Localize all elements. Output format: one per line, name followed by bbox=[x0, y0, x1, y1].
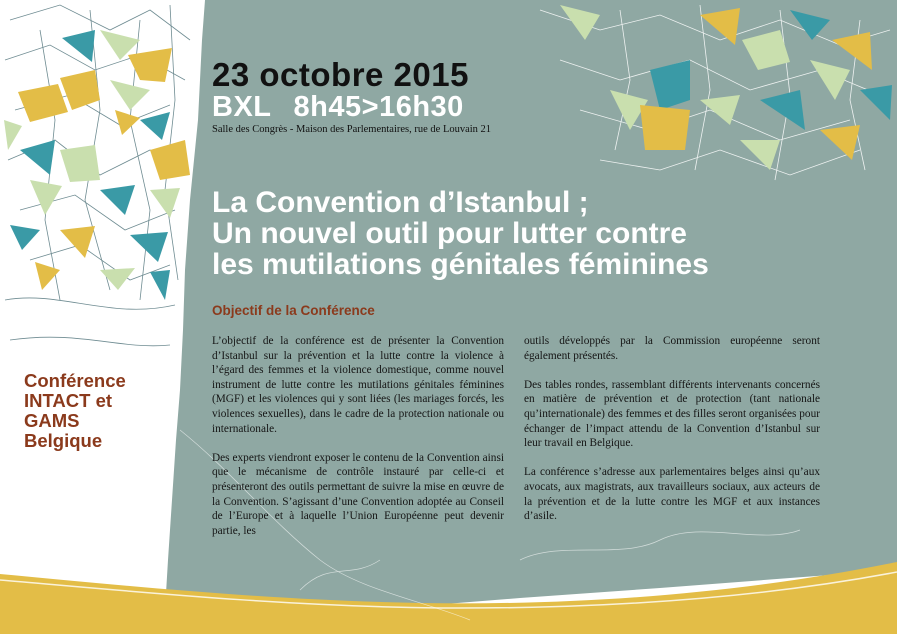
body-paragraph: L’objectif de la conférence est de présenter la Convention d’Istanbul sur la prévention et la lutte contre la violence à l’égard des femmes et la violence domestique, comme nouvel instrument de lutte contre les mutilations génitales féminines (MGF) et les violences qui y sont liées (les mariages forcés, les violences sexuelles), dans le cadre de la protection nationale ou internationale. bbox=[212, 335, 504, 435]
organizers-label bbox=[24, 371, 126, 451]
body-column-left bbox=[212, 334, 504, 553]
body-paragraph: Des experts viendront exposer le contenu de la Convention ainsi que le mécanisme de contrôle instauré par celle-ci et présenteront des outils permettant de suivre la mise en œuvre de la Convention. S’agissant d’une Convention adoptée au Conseil de l’Europe et à laquelle l’Union Européenne peut devenir partie, les bbox=[212, 451, 504, 537]
organizers-line-3: GAMS bbox=[24, 410, 80, 431]
body-paragraph: La conférence s’adresse aux parlementaires belges ainsi qu’aux avocats, aux magistrats, aux travailleurs sociaux, aux acteurs de la prévention et de la lutte contre les MGF et aux instances d’asile. bbox=[524, 466, 820, 523]
conference-title bbox=[212, 187, 709, 280]
title-line-3: les mutilations génitales féminines bbox=[212, 248, 709, 281]
organizers-line-1: Conférence bbox=[24, 370, 126, 391]
event-time: BXL 8h45>16h30 bbox=[212, 91, 464, 123]
title-line-2: Un nouvel outil pour lutter contre bbox=[212, 217, 687, 250]
body-paragraph: outils développés par la Commission européenne seront également présentés. bbox=[524, 335, 820, 362]
title-line-1: La Convention d’Istanbul ; bbox=[212, 186, 589, 219]
organizers-line-4: Belgique bbox=[24, 430, 103, 451]
event-date: 23 octobre 2015 bbox=[212, 56, 469, 93]
body-column-right bbox=[524, 334, 820, 538]
body-paragraph: Des tables rondes, rassemblant différents intervenants concernés en matière de prévention et de protection (tant nationale qu’internationale) des femmes et des filles seront organisées pour échanger de l’impact attendu de la Convention d’Istanbul sur leur travail en Belgique. bbox=[524, 378, 820, 450]
event-venue: Salle des Congrès - Maison des Parlementaires, rue de Louvain 21 bbox=[212, 124, 492, 135]
section-heading: Objectif de la Conférence bbox=[212, 303, 375, 318]
organizers-line-2: INTACT et bbox=[24, 390, 113, 411]
